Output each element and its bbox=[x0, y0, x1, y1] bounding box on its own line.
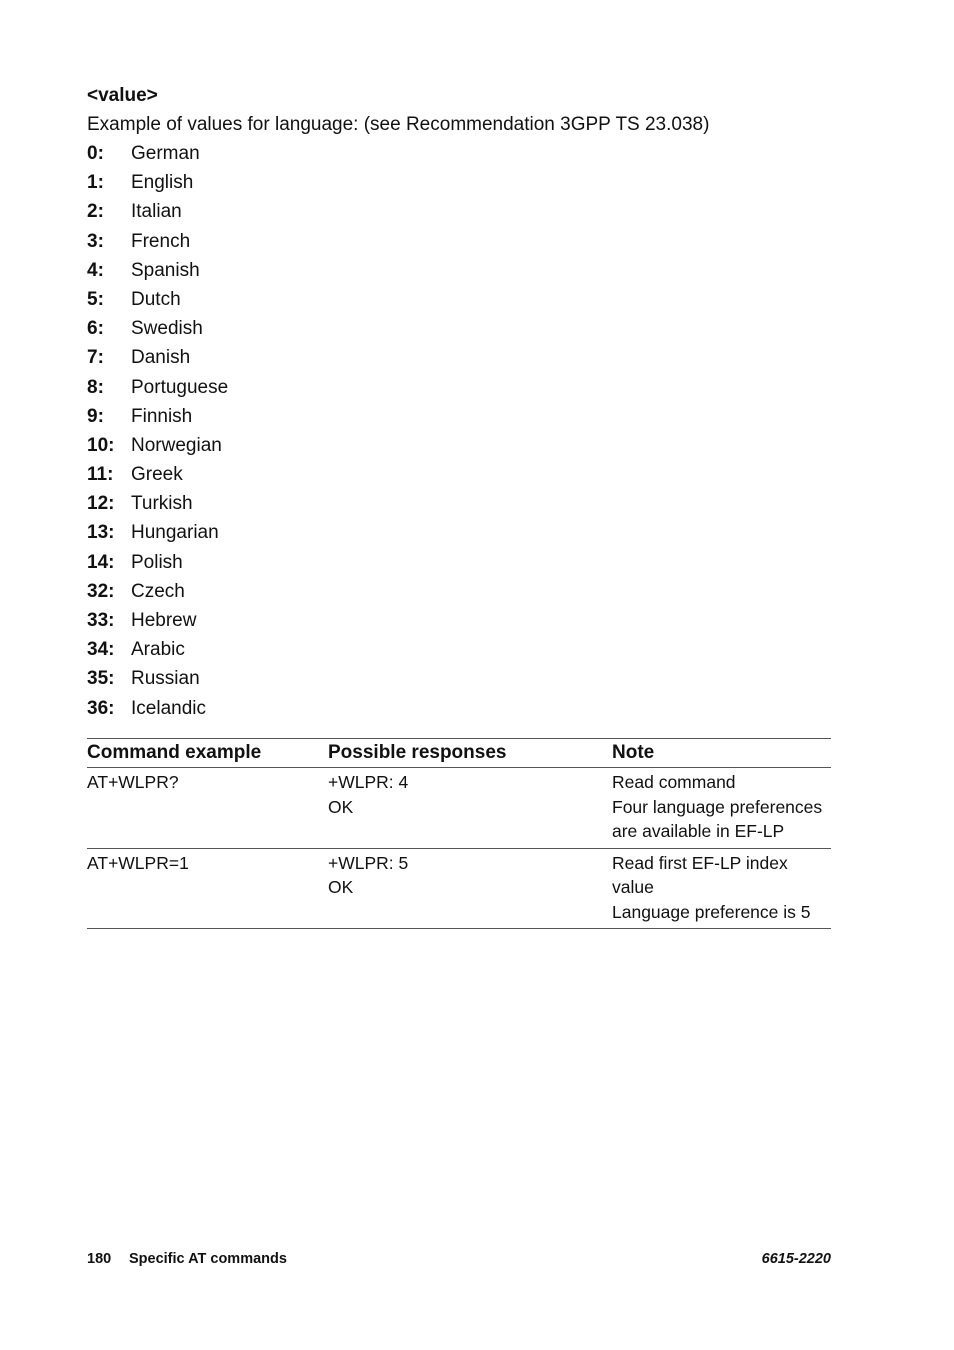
language-value-item bbox=[87, 288, 831, 317]
language-code: 9: bbox=[87, 405, 104, 427]
language-value-item bbox=[87, 521, 831, 550]
language-name: Portuguese bbox=[131, 376, 229, 398]
language-value-item bbox=[87, 463, 831, 492]
language-value-item bbox=[87, 638, 831, 667]
command-cell-line: AT+WLPR? bbox=[87, 772, 179, 792]
responses-cell-line: OK bbox=[328, 877, 354, 897]
note-cell-line: Language preference is 5 bbox=[612, 901, 811, 922]
language-value-item bbox=[87, 667, 831, 696]
footer-section-title: Specific AT commands bbox=[129, 1251, 287, 1267]
language-code: 36: bbox=[87, 697, 115, 719]
language-code: 14: bbox=[87, 551, 115, 573]
language-value-item bbox=[87, 171, 831, 200]
language-value-item bbox=[87, 551, 831, 580]
language-code: 10: bbox=[87, 434, 115, 456]
document-number: 6615-2220 bbox=[761, 1251, 831, 1267]
page-content bbox=[87, 84, 831, 726]
language-name: Greek bbox=[131, 464, 183, 486]
note-cell bbox=[612, 768, 831, 849]
language-value-item bbox=[87, 405, 831, 434]
language-code: 8: bbox=[87, 376, 104, 398]
language-value-item bbox=[87, 142, 831, 171]
language-name: Polish bbox=[131, 551, 183, 573]
language-value-item bbox=[87, 259, 831, 288]
note-cell-line: Four language preferences bbox=[612, 796, 823, 817]
language-name: Arabic bbox=[131, 639, 185, 661]
language-value-item bbox=[87, 376, 831, 405]
language-name: Italian bbox=[131, 201, 182, 223]
language-name: Finnish bbox=[131, 405, 193, 427]
note-cell-line: Read command bbox=[612, 772, 736, 792]
responses-cell-line: +WLPR: 5 bbox=[328, 852, 409, 873]
language-value-item bbox=[87, 580, 831, 609]
language-name: Danish bbox=[131, 347, 191, 369]
language-value-item bbox=[87, 697, 831, 726]
responses-cell-line: OK bbox=[328, 796, 354, 817]
language-value-list bbox=[87, 142, 831, 726]
language-name: Swedish bbox=[131, 318, 203, 340]
language-name: English bbox=[131, 172, 194, 194]
language-name: Russian bbox=[131, 668, 200, 690]
note-cell-line: value bbox=[612, 877, 654, 897]
note-cell-line: Read first EF-LP index bbox=[612, 852, 788, 873]
responses-cell bbox=[328, 848, 612, 929]
command-cell bbox=[87, 768, 328, 849]
language-code: 13: bbox=[87, 522, 115, 544]
language-code: 1: bbox=[87, 172, 104, 194]
section-intro: Example of values for language: (see Recommendation 3GPP TS 23.038) bbox=[87, 114, 710, 135]
table-header-row bbox=[87, 739, 831, 768]
language-name: Turkish bbox=[131, 493, 193, 515]
note-cell bbox=[612, 848, 831, 929]
page-footer bbox=[87, 1251, 831, 1267]
language-code: 32: bbox=[87, 580, 115, 602]
language-value-item bbox=[87, 609, 831, 638]
language-name: Czech bbox=[131, 580, 185, 602]
language-value-item bbox=[87, 346, 831, 375]
language-name: Icelandic bbox=[131, 697, 206, 719]
language-name: Hebrew bbox=[131, 610, 197, 631]
responses-cell bbox=[328, 768, 612, 849]
language-code: 2: bbox=[87, 201, 104, 223]
command-cell-line: AT+WLPR=1 bbox=[87, 852, 189, 873]
language-name: Spanish bbox=[131, 259, 200, 281]
note-cell-line: are available in EF-LP bbox=[612, 821, 785, 841]
language-value-item bbox=[87, 230, 831, 259]
language-code: 12: bbox=[87, 493, 115, 515]
language-code: 34: bbox=[87, 639, 115, 661]
section-heading: <value> bbox=[87, 85, 158, 106]
table-row bbox=[87, 848, 831, 929]
responses-cell-line: +WLPR: 4 bbox=[328, 772, 409, 792]
language-code: 3: bbox=[87, 230, 104, 252]
header-command-example: Command example bbox=[87, 739, 328, 768]
language-name: Dutch bbox=[131, 288, 181, 310]
language-code: 4: bbox=[87, 259, 104, 281]
page-number: 180 bbox=[87, 1251, 112, 1267]
language-value-item bbox=[87, 317, 831, 346]
language-code: 7: bbox=[87, 347, 104, 369]
language-code: 33: bbox=[87, 610, 115, 631]
language-code: 11: bbox=[87, 464, 114, 486]
command-cell bbox=[87, 848, 328, 929]
table-row bbox=[87, 768, 831, 849]
language-name: French bbox=[131, 230, 191, 252]
language-code: 0: bbox=[87, 143, 104, 164]
language-name: Norwegian bbox=[131, 434, 222, 456]
language-value-item bbox=[87, 434, 831, 463]
header-note: Note bbox=[612, 739, 831, 768]
language-value-item bbox=[87, 200, 831, 229]
language-code: 6: bbox=[87, 318, 104, 340]
language-name: German bbox=[131, 143, 200, 164]
language-code: 35: bbox=[87, 668, 115, 690]
header-possible-responses: Possible responses bbox=[328, 739, 612, 768]
language-name: Hungarian bbox=[131, 522, 219, 544]
command-table bbox=[87, 738, 831, 929]
language-code: 5: bbox=[87, 288, 104, 310]
language-value-item bbox=[87, 492, 831, 521]
